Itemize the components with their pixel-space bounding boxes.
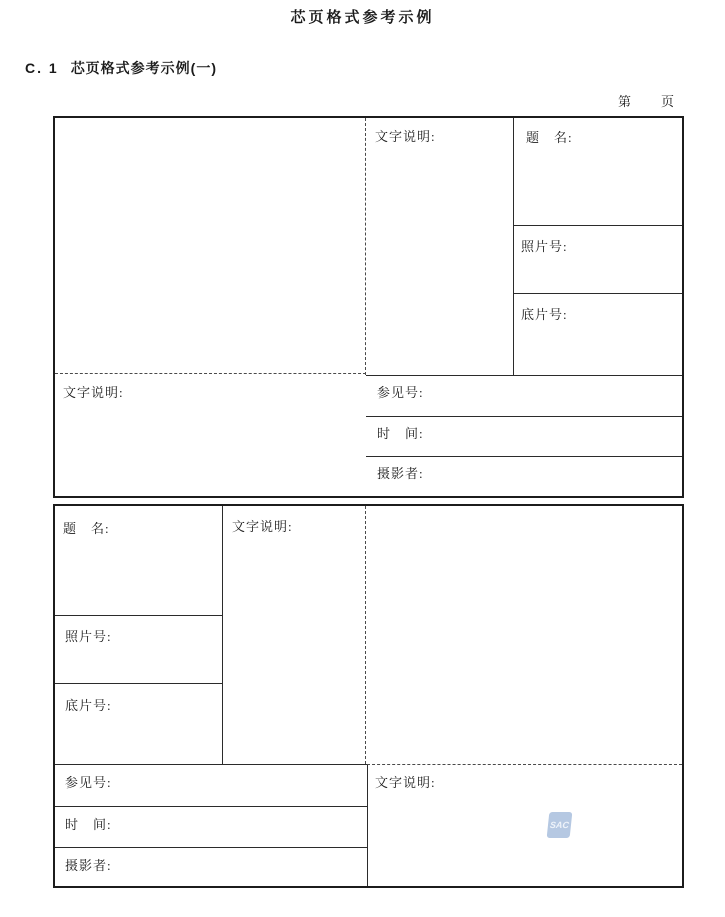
table2-titlename-bottom-line (55, 615, 222, 616)
table2-bottom-column-divider (367, 765, 368, 886)
photographer-label: 摄影者: (65, 858, 112, 873)
photo-area-1-dashed-bottom-border (55, 373, 366, 374)
photo-number-label: 照片号: (521, 239, 568, 254)
section-heading (25, 58, 217, 78)
time-label: 时 间: (377, 426, 424, 441)
table1-timerow-top-line (366, 416, 682, 417)
title-name-label: 题 名: (63, 521, 110, 536)
table1-column-divider (513, 118, 514, 375)
time-label: 时 间: (65, 817, 112, 832)
card-layout-table-2 (53, 504, 684, 888)
text-note-label: 文字说明: (375, 775, 436, 790)
table2-timerow-top-line (55, 806, 367, 807)
text-note-label: 文字说明: (232, 519, 293, 534)
title-name-label: 题 名: (526, 130, 573, 145)
photo-number-label: 照片号: (65, 629, 112, 644)
text-note-label: 文字说明: (375, 129, 436, 144)
photographer-label: 摄影者: (377, 466, 424, 481)
page-title: 芯页格式参考示例 (290, 9, 435, 26)
page-marker-prefix: 第 (618, 94, 632, 109)
negative-number-label: 底片号: (521, 307, 568, 322)
table2-column-divider (222, 506, 223, 764)
photo-area-1-dashed-right-border (365, 118, 366, 375)
table2-photographerrow-top-line (55, 847, 367, 848)
table1-refrow-top-line (366, 375, 682, 376)
reference-number-label: 参见号: (65, 775, 112, 790)
page-number-marker (618, 91, 674, 110)
table1-photographerrow-top-line (366, 456, 682, 457)
table2-refrow-top-line (55, 764, 367, 765)
photo-area-2-dashed-left-border (365, 506, 366, 764)
reference-number-label: 参见号: (377, 385, 424, 400)
section-heading-text: 芯页格式参考示例(一) (70, 60, 218, 76)
table1-photono-bottom-line (514, 293, 682, 294)
table2-photono-bottom-line (55, 683, 222, 684)
photo-area-2-dashed-bottom-border (367, 764, 682, 765)
sac-watermark-logo: SAC (547, 812, 573, 838)
negative-number-label: 底片号: (65, 698, 112, 713)
table1-titlename-bottom-line (514, 225, 682, 226)
section-heading-number: C. 1 (25, 60, 59, 76)
text-note-label: 文字说明: (63, 385, 124, 400)
card-layout-table-1 (53, 116, 684, 498)
page-marker-suffix: 页 (660, 94, 674, 109)
